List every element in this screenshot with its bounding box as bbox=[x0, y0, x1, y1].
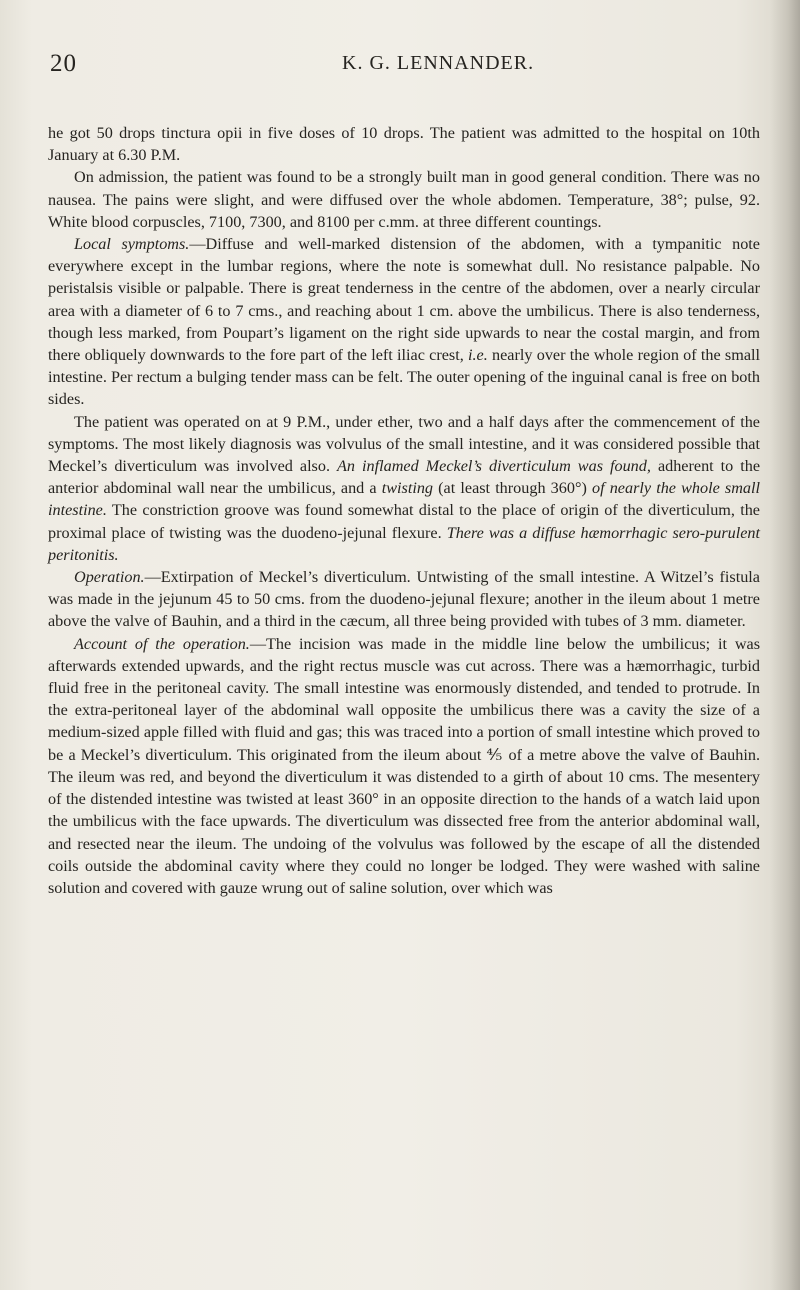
paragraph: On admission, the patient was found to be a strongly built man in good general condition. There was no nausea. The pains were slight, and were diffused over the whole abdomen. Temperature, 38°; pulse, 92. White blood corpuscles, 7100, 7300, and 8100 per c.mm. at three different countings. bbox=[48, 168, 760, 231]
section-label: Account of the operation. bbox=[74, 634, 250, 653]
paragraph-operation: Operation.—Extirpation of Meckel’s diverticulum. Untwisting of the small intestine. A Witzel’s fistula was made in the jejunum 45 to 50 cms. from the duodeno-jejunal flexure; another in the ileum about 1 metre above the valve of Bauhin, and a third in the cæcum, all three being provided with tubes of 3 mm. diameter. bbox=[48, 568, 760, 631]
paragraph-account: Account of the operation.—The incision was made in the middle line below the umbilicus; it was afterwards extended upwards, and the right rectus muscle was cut across. There was a hæmorrhagic, turbid fluid free in the peritoneal cavity. The small intestine was enormously distended, and tended to protrude. In the extra-peritoneal layer of the abdominal wall opposite the umbilicus there was a cavity the size of a medium-sized apple filled with fluid and gas; this was traced into a portion of small intestine which proved to be a Meckel’s diverticulum. This originated from the ileum about ⅘ of a metre above the valve of Bauhin. The ileum was red, and beyond the diverticulum it was distended to a girth of about 10 cms. The mesentery of the distended intestine was twisted at least 360° in an opposite direction to the hands of a watch laid upon the umbilicus with the face upwards. The diverticulum was dissected free from the anterior abdominal wall, and resected near the ileum. The undoing of the volvulus was followed by the escape of all the distended coils outside the abdominal cavity where they could no longer be lodged. They were washed with saline solution and covered with gauze wrung out of saline solution, over which was bbox=[48, 634, 760, 897]
paragraph-local-symptoms: Local symptoms.—Diffuse and well-marked distension of the abdomen, with a tympanitic note everywhere except in the lumbar regions, where the note is somewhat dull. No resistance palpable. No peristalsis visible or palpable. There is great tenderness in the centre of the abdomen, over a nearly circular area with a diameter of 6 to 7 cms., and reaching about 1 cm. above the umbilicus. There is also tenderness, though less marked, from Poupart’s ligament on the right side upwards to near the costal margin, and from there obliquely downwards to the fore part of the left iliac crest, i.e. nearly over the whole region of the small intestine. Per rectum a bulging tender mass can be felt. The outer opening of the inguinal canal is free on both sides. bbox=[48, 235, 760, 409]
running-head: K. G. LENNANDER. bbox=[342, 52, 535, 74]
page-header bbox=[50, 50, 750, 90]
paragraph: he got 50 drops tinctura opii in five doses of 10 drops. The patient was admitted to the hospital on 10th January at 6.30 P.M. bbox=[48, 124, 760, 165]
page-gutter-shadow bbox=[770, 0, 800, 1290]
page-number: 20 bbox=[50, 50, 77, 77]
section-label: Operation. bbox=[74, 568, 145, 587]
section-label: Local symptoms. bbox=[74, 235, 190, 254]
paragraph-findings: The patient was operated on at 9 P.M., under ether, two and a half days after the commencement of the symptoms. The most likely diagnosis was volvulus of the small intestine, and it was considered possible that Meckel’s diverticulum was involved also. An inflamed Meckel’s diverticulum was found, adherent to the anterior abdominal wall near the umbilicus, and a twisting (at least through 360°) of nearly the whole small intestine. The constriction groove was found somewhat distal to the place of origin of the diverticulum, the proximal place of twisting was the duodeno-jejunal flexure. There was a diffuse hæmorrhagic sero-purulent peritonitis. bbox=[48, 412, 761, 564]
body-text bbox=[48, 122, 760, 899]
